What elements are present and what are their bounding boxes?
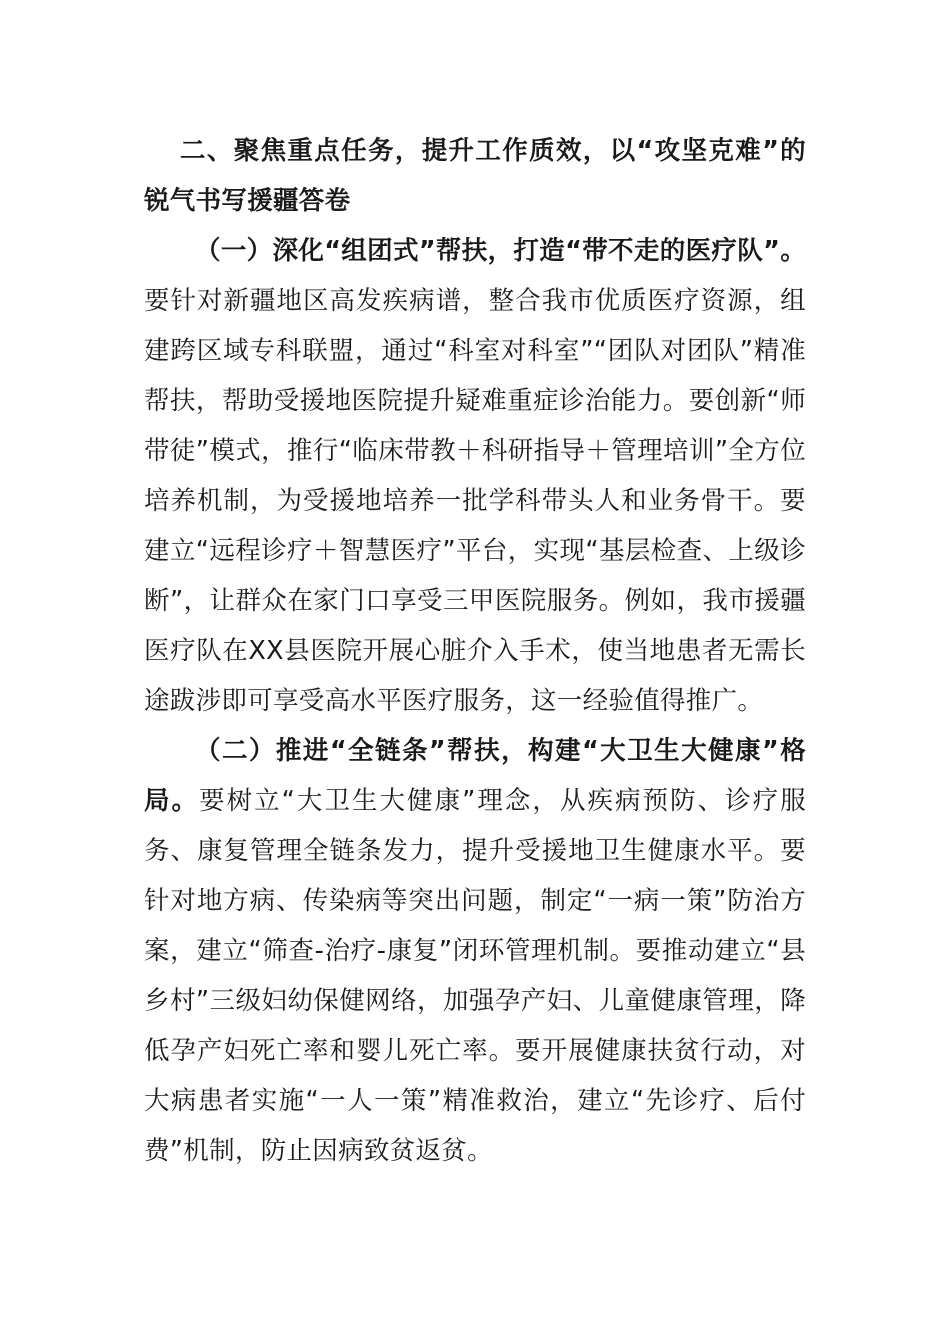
paragraph-1-lead: （一）深化“组团式”帮扶，打造“带不走的医疗队”。: [195, 236, 806, 266]
paragraph-2: [144, 726, 806, 1176]
paragraph-2-lead: （二）推进“全链条”帮扶，构建“大卫生大健康”格局。: [144, 736, 806, 816]
document-page: [144, 126, 806, 1176]
section-heading: 二、聚焦重点任务，提升工作质效，以“攻坚克难”的锐气书写援疆答卷: [144, 136, 806, 216]
paragraph-2-body: 要树立“大卫生大健康”理念，从疾病预防、诊疗服务、康复管理全链条发力，提升受援地卫生健康水平。要针对地方病、传染病等突出问题，制定“一病一策”防治方案，建立“筛查-治疗-康复”闭环管理机制。要推动建立“县乡村”三级妇幼保健网络，加强孕产妇、儿童健康管理，降低孕产妇死亡率和婴儿死亡率。要开展健康扶贫行动，对大病患者实施“一人一策”精准救治，建立“先诊疗、后付费”机制，防止因病致贫返贫。: [144, 786, 806, 1166]
paragraph-1-body: 要针对新疆地区高发疾病谱，整合我市优质医疗资源，组建跨区域专科联盟，通过“科室对科室”“团队对团队”精准帮扶，帮助受援地医院提升疑难重症诊治能力。要创新“师带徒”模式，推行“临床带教＋科研指导＋管理培训”全方位培养机制，为受援地培养一批学科带头人和业务骨干。要建立“远程诊疗＋智慧医疗”平台，实现“基层检查、上级诊断”，让群众在家门口享受三甲医院服务。例如，我市援疆医疗队在XX县医院开展心脏介入手术，使当地患者无需长途跋涉即可享受高水平医疗服务，这一经验值得推广。: [144, 286, 806, 716]
paragraph-1: [144, 226, 806, 726]
